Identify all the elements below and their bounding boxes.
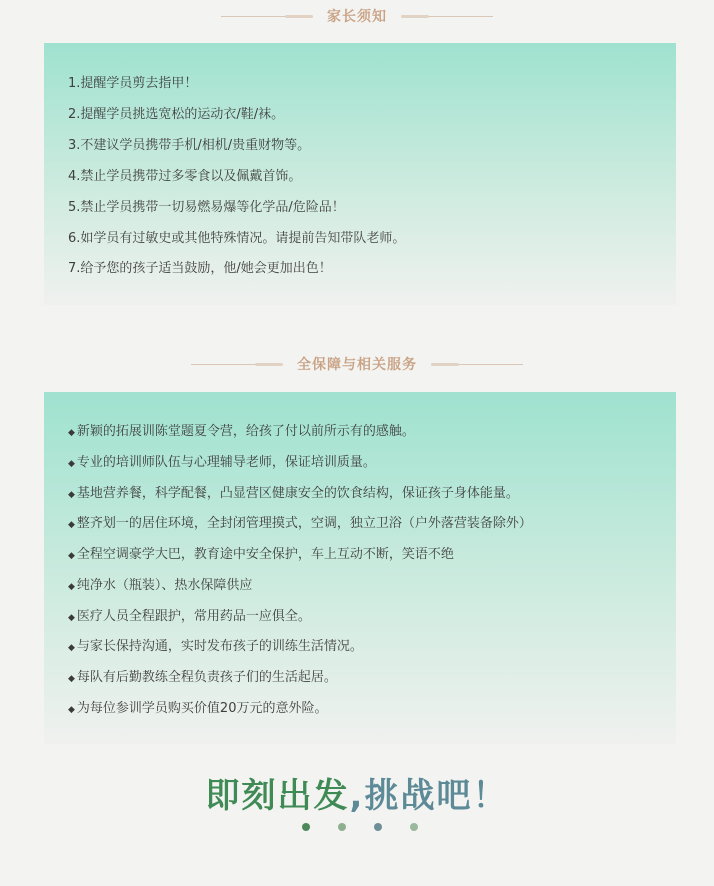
service-item: [68, 608, 660, 627]
diamond-bullet-icon: ◆: [68, 582, 75, 592]
diamond-bullet-icon: ◆: [68, 459, 75, 469]
decorative-dots: [0, 823, 714, 835]
diamond-bullet-icon: ◆: [68, 551, 75, 561]
service-item-text: 新颖的拓展训陈堂题夏令营，给孩了付以前所示有的感触。: [76, 424, 415, 439]
notice-item: 6.如学员有过敏史或其他特殊情况。请提前告知带队老师。: [68, 231, 406, 246]
notice-title: 家长须知: [327, 9, 387, 25]
service-item: [68, 485, 660, 504]
service-item: [68, 577, 660, 596]
service-item-text: 整齐划一的居住环境，全封闭管理摸式，空调，独立卫浴（户外落营装备除外）: [76, 516, 532, 531]
service-item-text: 医疗人员全程跟护，常用药品一应俱全。: [76, 609, 311, 624]
dot-icon: [410, 823, 418, 831]
title-ornament-left: [221, 15, 317, 18]
diamond-bullet-icon: ◆: [68, 643, 75, 653]
notice-item: 7.给予您的孩子适当鼓励，他/她会更加出色！: [68, 261, 332, 276]
cta-part1: 即刻出发: [205, 776, 350, 816]
notice-section-header: [0, 6, 714, 26]
service-item: [68, 700, 660, 719]
notice-card: [44, 43, 676, 305]
notice-item: 4.禁止学员携带过多零食以及佩戴首饰。: [68, 169, 302, 184]
service-item-text: 全程空调豪学大巴，教育途中安全保护，车上互动不断，笑语不绝: [76, 547, 454, 562]
notice-item: 5.禁止学员携带一切易燃易爆等化学品/危险品！: [68, 200, 345, 215]
notice-item: 1.提醒学员剪去指甲！: [68, 76, 198, 91]
dot-icon: [338, 823, 346, 831]
service-item: [68, 546, 660, 565]
title-ornament-right: [427, 363, 523, 366]
service-item: [68, 515, 660, 534]
service-item-text: 每队有后勤教练全程负责孩子们的生活起居。: [76, 670, 337, 685]
service-item-text: 基地营养餐，科学配餐，凸显营区健康安全的饮食结构，保证孩子身体能量。: [76, 486, 519, 501]
service-item-text: 为每位参训学员购买价值20万元的意外险。: [76, 701, 328, 716]
notice-item: 2.提醒学员挑选宽松的运动衣/鞋/袜。: [68, 107, 285, 122]
services-card: [44, 392, 676, 744]
title-ornament-left: [191, 363, 287, 366]
service-item-text: 纯净水（瓶装）、热水保障供应: [76, 578, 253, 593]
service-item-text: 与家长保持沟通，实时发布孩子的训练生活情况。: [76, 639, 363, 654]
cta-part2: ,挑战吧！: [349, 776, 509, 816]
title-ornament-right: [397, 15, 493, 18]
call-to-action-heading: [0, 768, 714, 817]
notice-item: 3.不建议学员携带手机/相机/贵重财物等。: [68, 138, 311, 153]
dot-icon: [302, 823, 310, 831]
diamond-bullet-icon: ◆: [68, 674, 75, 684]
diamond-bullet-icon: ◆: [68, 705, 75, 715]
diamond-bullet-icon: ◆: [68, 520, 75, 530]
services-section-header: [0, 354, 714, 374]
service-item: [68, 638, 660, 657]
diamond-bullet-icon: ◆: [68, 428, 75, 438]
service-item: [68, 669, 660, 688]
dot-icon: [374, 823, 382, 831]
service-item: [68, 423, 660, 442]
services-title: 全保障与相关服务: [297, 357, 417, 373]
diamond-bullet-icon: ◆: [68, 490, 75, 500]
service-item-text: 专业的培训师队伍与心理辅导老师，保证培训质量。: [76, 455, 376, 470]
diamond-bullet-icon: ◆: [68, 613, 75, 623]
service-item: [68, 454, 660, 473]
